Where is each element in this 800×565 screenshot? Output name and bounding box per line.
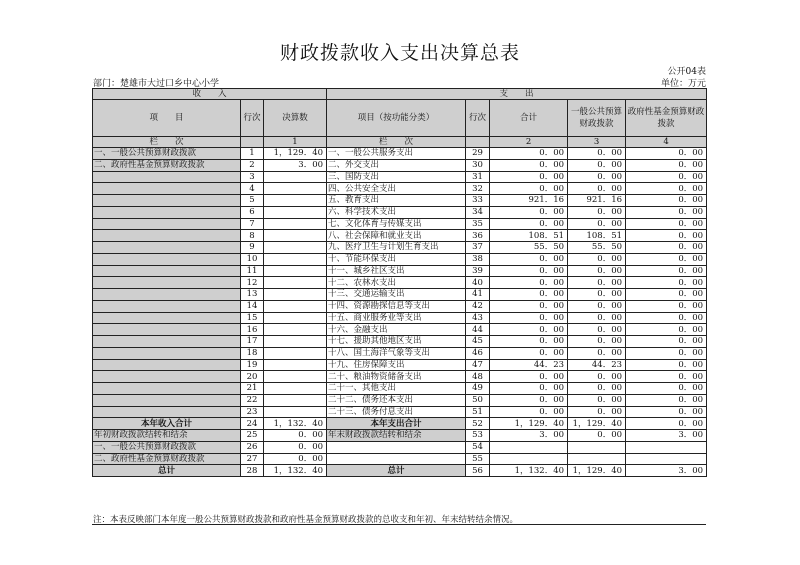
expense-general: 0．00 [568, 383, 626, 395]
table-row [93, 183, 707, 195]
row-no: 7 [241, 218, 264, 230]
grand-total-row [93, 465, 707, 477]
end-balance-total: 3．00 [490, 430, 568, 442]
row-no: 17 [241, 336, 264, 348]
expense-item: 十四、资源勘探信息等支出 [327, 300, 466, 312]
table-row [93, 230, 707, 242]
expense-item: 二十二、债务还本支出 [327, 394, 466, 406]
income-total-value: 1，132．40 [264, 418, 327, 430]
expense-fund: 0．00 [626, 195, 707, 207]
expense-fund: 0．00 [626, 183, 707, 195]
row-no: 49 [466, 383, 490, 395]
expense-item: 十六、金融支出 [327, 324, 466, 336]
section-header-row [93, 89, 707, 100]
row-no: 36 [466, 230, 490, 242]
expense-total: 0．00 [490, 336, 568, 348]
income-value [264, 289, 327, 301]
carryover-general-label: 一、一般公共预算财政拨款 [93, 441, 241, 453]
row-no: 51 [466, 406, 490, 418]
expense-total: 0．00 [490, 371, 568, 383]
expense-general: 0．00 [568, 253, 626, 265]
expense-item: 二十、粮油物资储备支出 [327, 371, 466, 383]
expense-fund: 0．00 [626, 171, 707, 183]
expense-total-value: 1，129．40 [490, 418, 568, 430]
row-no: 34 [466, 206, 490, 218]
income-item [93, 324, 241, 336]
expense-item: 十二、农林水支出 [327, 277, 466, 289]
expense-general: 0．00 [568, 300, 626, 312]
income-value: 1，129．40 [264, 148, 327, 160]
col-index-1: 1 [264, 137, 327, 148]
expense-header: 支 出 [327, 89, 707, 100]
expense-total: 108．51 [490, 230, 568, 242]
row-no: 16 [241, 324, 264, 336]
row-no: 11 [241, 265, 264, 277]
row-no: 50 [466, 394, 490, 406]
expense-item: 四、公共安全支出 [327, 183, 466, 195]
row-no: 54 [466, 441, 490, 453]
expense-total: 0．00 [490, 383, 568, 395]
income-value [264, 371, 327, 383]
column-label: 栏 次 [93, 137, 241, 148]
income-item [93, 347, 241, 359]
expense-item: 二十三、债务付息支出 [327, 406, 466, 418]
expense-total: 0．00 [490, 347, 568, 359]
unit-label: 单位：万元 [660, 79, 706, 89]
income-item [93, 183, 241, 195]
expense-fund: 0．00 [626, 253, 707, 265]
income-item [93, 394, 241, 406]
grand-total-income: 1，132．40 [264, 465, 327, 477]
income-value [264, 324, 327, 336]
expense-fund: 0．00 [626, 324, 707, 336]
expense-item: 六、科学技术支出 [327, 206, 466, 218]
table-row [93, 394, 707, 406]
income-value [264, 394, 327, 406]
expense-fund: 0．00 [626, 218, 707, 230]
row-no: 40 [466, 277, 490, 289]
general-budget-header: 一般公共预算财政拨款 [568, 100, 626, 137]
income-item [93, 265, 241, 277]
carryover-fund-value: 0．00 [264, 453, 327, 465]
table-row [93, 371, 707, 383]
income-value [264, 406, 327, 418]
expense-item: 二十一、其他支出 [327, 383, 466, 395]
table-row [93, 300, 707, 312]
expense-fund: 0．00 [626, 359, 707, 371]
row-no: 21 [241, 383, 264, 395]
row-no: 26 [241, 441, 264, 453]
row-no: 13 [241, 289, 264, 301]
footnote-divider [92, 524, 706, 525]
income-value [264, 347, 327, 359]
form-code: 公开04表 [667, 67, 706, 77]
income-item [93, 371, 241, 383]
expense-item: 十一、城乡社区支出 [327, 265, 466, 277]
row-no: 35 [466, 218, 490, 230]
expense-item: 八、社会保障和就业支出 [327, 230, 466, 242]
total-header: 合计 [490, 100, 568, 137]
income-header: 收 入 [93, 89, 327, 100]
row-no: 24 [241, 418, 264, 430]
income-total-label: 本年收入合计 [93, 418, 241, 430]
expense-total: 0．00 [490, 312, 568, 324]
row-no: 56 [466, 465, 490, 477]
expense-item: 十五、商业服务业等支出 [327, 312, 466, 324]
end-balance-general: 0．00 [568, 430, 626, 442]
table-row [93, 383, 707, 395]
expense-total: 0．00 [490, 394, 568, 406]
expense-total: 0．00 [490, 183, 568, 195]
expense-general: 0．00 [568, 371, 626, 383]
row-no: 31 [466, 171, 490, 183]
income-value [264, 195, 327, 207]
income-value [264, 359, 327, 371]
expense-item: 五、教育支出 [327, 195, 466, 207]
row-no: 23 [241, 406, 264, 418]
expense-total: 44．23 [490, 359, 568, 371]
table-row [93, 312, 707, 324]
income-value: 3．00 [264, 159, 327, 171]
item-header: 项 目 [93, 100, 241, 137]
expense-fund: 0．00 [626, 300, 707, 312]
expense-general: 55．50 [568, 242, 626, 254]
table-row [93, 148, 707, 160]
expense-item: 十八、国土海洋气象等支出 [327, 347, 466, 359]
row-no: 45 [466, 336, 490, 348]
expense-item: 十三、交通运输支出 [327, 289, 466, 301]
col-index-4: 4 [626, 137, 707, 148]
col-index-3: 3 [568, 137, 626, 148]
expense-general: 0．00 [568, 289, 626, 301]
expense-total: 0．00 [490, 253, 568, 265]
begin-balance-value: 0．00 [264, 430, 327, 442]
income-item [93, 336, 241, 348]
expense-general: 0．00 [568, 265, 626, 277]
row-no: 52 [466, 418, 490, 430]
expense-fund: 0．00 [626, 242, 707, 254]
row-no: 18 [241, 347, 264, 359]
income-value [264, 171, 327, 183]
expense-total-general: 1，129．40 [568, 418, 626, 430]
expense-fund: 0．00 [626, 336, 707, 348]
expense-item: 三、国防支出 [327, 171, 466, 183]
expense-total: 55．50 [490, 242, 568, 254]
expense-general: 0．00 [568, 159, 626, 171]
final-amount-header: 决算数 [264, 100, 327, 137]
carryover-fund-row [93, 453, 707, 465]
row-no: 22 [241, 394, 264, 406]
gov-fund-header: 政府性基金预算财政拨款 [626, 100, 707, 137]
income-item [93, 195, 241, 207]
row-no: 43 [466, 312, 490, 324]
table-row [93, 359, 707, 371]
expense-fund: 0．00 [626, 347, 707, 359]
row-no: 9 [241, 242, 264, 254]
end-balance-label: 年末财政拨款结转和结余 [327, 430, 466, 442]
grand-total-label: 总计 [93, 465, 241, 477]
table-row [93, 242, 707, 254]
income-value [264, 253, 327, 265]
row-no: 32 [466, 183, 490, 195]
row-no: 29 [466, 148, 490, 160]
table-row [93, 206, 707, 218]
row-no: 6 [241, 206, 264, 218]
expense-total: 0．00 [490, 289, 568, 301]
row-no: 27 [241, 453, 264, 465]
row-no: 19 [241, 359, 264, 371]
income-value [264, 265, 327, 277]
fiscal-table [92, 88, 707, 477]
row-no: 10 [241, 253, 264, 265]
expense-fund: 0．00 [626, 206, 707, 218]
table-row [93, 347, 707, 359]
expense-total: 0．00 [490, 300, 568, 312]
income-value [264, 218, 327, 230]
expense-total-label: 本年支出合计 [327, 418, 466, 430]
table-row [93, 253, 707, 265]
income-item [93, 277, 241, 289]
expense-fund: 0．00 [626, 394, 707, 406]
grand-total-general: 1，129．40 [568, 465, 626, 477]
row-no: 33 [466, 195, 490, 207]
row-no: 15 [241, 312, 264, 324]
expense-general: 0．00 [568, 324, 626, 336]
row-no: 12 [241, 277, 264, 289]
annual-total-row [93, 418, 707, 430]
table-row [93, 277, 707, 289]
income-item: 一、一般公共预算财政拨款 [93, 148, 241, 160]
row-no: 25 [241, 430, 264, 442]
expense-fund: 0．00 [626, 312, 707, 324]
expense-general: 0．00 [568, 394, 626, 406]
income-value [264, 230, 327, 242]
row-no: 8 [241, 230, 264, 242]
row-no: 55 [466, 453, 490, 465]
column-header-row [93, 100, 707, 137]
expense-total: 0．00 [490, 324, 568, 336]
expense-general: 0．00 [568, 206, 626, 218]
table-row [93, 159, 707, 171]
column-index-row [93, 137, 707, 148]
grand-total-label-2: 总计 [327, 465, 466, 477]
footnote: 注：本表反映部门本年度一般公共预算财政拨款和政府性基金预算财政拨款的总收支和年初、年末结转结余情况。 [93, 515, 519, 525]
expense-fund: 0．00 [626, 159, 707, 171]
carryover-fund-label: 二、政府性基金预算财政拨款 [93, 453, 241, 465]
row-no: 47 [466, 359, 490, 371]
carryover-row [93, 430, 707, 442]
row-no: 37 [466, 242, 490, 254]
income-value [264, 336, 327, 348]
expense-total: 0．00 [490, 218, 568, 230]
row-no: 20 [241, 371, 264, 383]
income-item [93, 206, 241, 218]
income-item: 二、政府性基金预算财政拨款 [93, 159, 241, 171]
income-item [93, 230, 241, 242]
expense-item: 二、外交支出 [327, 159, 466, 171]
expense-total: 0．00 [490, 265, 568, 277]
income-item [93, 218, 241, 230]
table-row [93, 265, 707, 277]
row-no: 5 [241, 195, 264, 207]
income-item [93, 289, 241, 301]
income-value [264, 242, 327, 254]
item-by-function-header: 项目（按功能分类） [327, 100, 466, 137]
table-row [93, 218, 707, 230]
row-no: 42 [466, 300, 490, 312]
expense-general: 0．00 [568, 183, 626, 195]
expense-total: 0．00 [490, 206, 568, 218]
income-item [93, 359, 241, 371]
row-no: 14 [241, 300, 264, 312]
income-item [93, 253, 241, 265]
expense-item: 七、文化体育与传媒支出 [327, 218, 466, 230]
row-no: 4 [241, 183, 264, 195]
expense-general: 0．00 [568, 406, 626, 418]
expense-fund: 0．00 [626, 230, 707, 242]
income-item [93, 171, 241, 183]
expense-general: 108．51 [568, 230, 626, 242]
expense-fund: 0．00 [626, 277, 707, 289]
income-value [264, 206, 327, 218]
expense-item: 十九、住房保障支出 [327, 359, 466, 371]
expense-item: 十七、援助其他地区支出 [327, 336, 466, 348]
expense-general: 0．00 [568, 347, 626, 359]
expense-total: 0．00 [490, 148, 568, 160]
income-value [264, 183, 327, 195]
expense-general: 0．00 [568, 148, 626, 160]
grand-total-fund: 3．00 [626, 465, 707, 477]
end-balance-fund: 3．00 [626, 430, 707, 442]
expense-general: 0．00 [568, 336, 626, 348]
col-index-2: 2 [490, 137, 568, 148]
row-no: 48 [466, 371, 490, 383]
expense-general: 44．23 [568, 359, 626, 371]
column-label-2: 栏 次 [327, 137, 466, 148]
row-no: 2 [241, 159, 264, 171]
table-row [93, 406, 707, 418]
income-value [264, 312, 327, 324]
row-no: 3 [241, 171, 264, 183]
expense-total: 0．00 [490, 171, 568, 183]
income-item [93, 312, 241, 324]
row-no-header-2: 行次 [466, 100, 490, 137]
expense-total-fund: 0．00 [626, 418, 707, 430]
expense-fund: 0．00 [626, 371, 707, 383]
row-no: 41 [466, 289, 490, 301]
expense-item: 一、一般公共服务支出 [327, 148, 466, 160]
income-item [93, 406, 241, 418]
expense-fund: 0．00 [626, 383, 707, 395]
expense-total: 921．16 [490, 195, 568, 207]
row-no: 46 [466, 347, 490, 359]
begin-balance-label: 年初财政拨款结转和结余 [93, 430, 241, 442]
row-no-header: 行次 [241, 100, 264, 137]
expense-item: 十、节能环保支出 [327, 253, 466, 265]
table-row [93, 171, 707, 183]
expense-fund: 0．00 [626, 265, 707, 277]
income-value [264, 383, 327, 395]
expense-general: 921．16 [568, 195, 626, 207]
row-no: 39 [466, 265, 490, 277]
table-row [93, 336, 707, 348]
table-row [93, 195, 707, 207]
income-item [93, 300, 241, 312]
row-no: 1 [241, 148, 264, 160]
expense-general: 0．00 [568, 277, 626, 289]
row-no: 38 [466, 253, 490, 265]
expense-fund: 0．00 [626, 289, 707, 301]
income-value [264, 277, 327, 289]
expense-total: 0．00 [490, 159, 568, 171]
expense-general: 0．00 [568, 312, 626, 324]
expense-total: 0．00 [490, 277, 568, 289]
row-no: 28 [241, 465, 264, 477]
row-no: 44 [466, 324, 490, 336]
income-item [93, 242, 241, 254]
expense-total: 0．00 [490, 406, 568, 418]
carryover-general-row [93, 441, 707, 453]
expense-general: 0．00 [568, 171, 626, 183]
carryover-general-value: 0．00 [264, 441, 327, 453]
page-title: 财政拨款收入支出决算总表 [279, 42, 520, 64]
row-no: 53 [466, 430, 490, 442]
expense-fund: 0．00 [626, 148, 707, 160]
table-row [93, 289, 707, 301]
table-row [93, 324, 707, 336]
expense-item: 九、医疗卫生与计划生育支出 [327, 242, 466, 254]
grand-total-value: 1，132．40 [490, 465, 568, 477]
department-label: 部门：楚雄市大过口乡中心小学 [93, 79, 220, 89]
expense-fund: 0．00 [626, 406, 707, 418]
income-value [264, 300, 327, 312]
row-no: 30 [466, 159, 490, 171]
income-item [93, 383, 241, 395]
expense-general: 0．00 [568, 218, 626, 230]
